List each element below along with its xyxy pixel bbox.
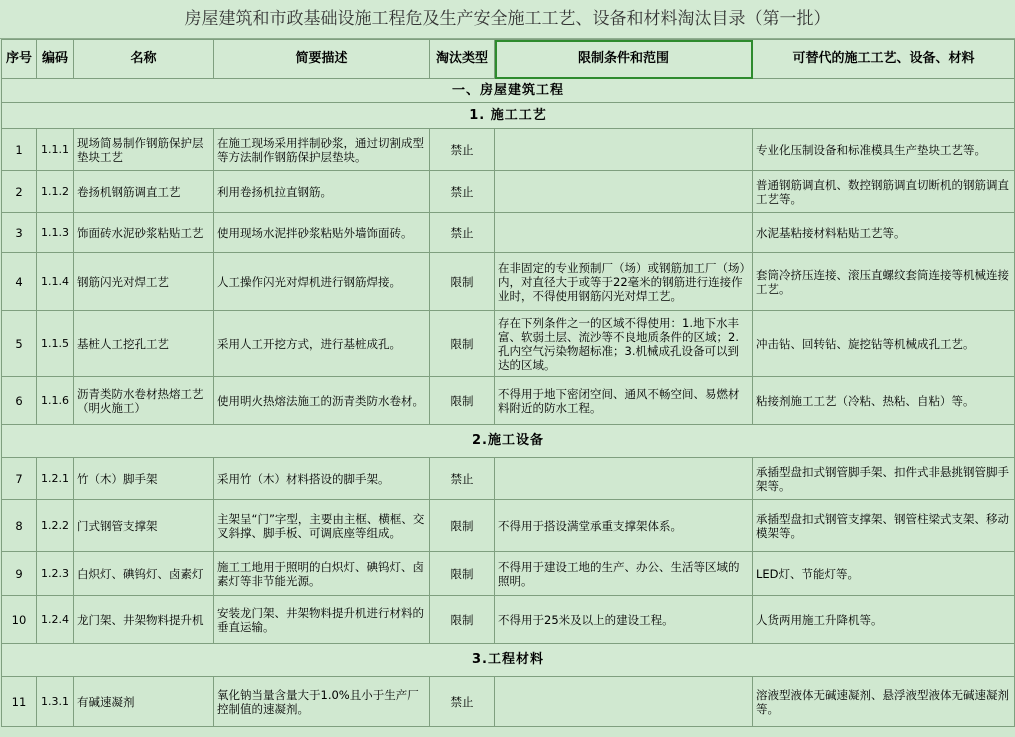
cell-alt[interactable]: 套筒冷挤压连接、滚压直螺纹套筒连接等机械连接工艺。	[753, 253, 1015, 311]
col-header-limit[interactable]: 限制条件和范围	[495, 40, 753, 79]
cell-limit[interactable]	[495, 213, 753, 253]
section-heading[interactable]: 2.施工设备	[2, 425, 1015, 458]
col-header-alt[interactable]: 可替代的施工工艺、设备、材料	[753, 40, 1015, 79]
cell-name[interactable]: 饰面砖水泥砂浆粘贴工艺	[74, 213, 214, 253]
table-row	[2, 311, 1015, 377]
cell-desc[interactable]: 人工操作闪光对焊机进行钢筋焊接。	[214, 253, 430, 311]
catalog-table	[1, 39, 1015, 727]
cell-alt[interactable]: 承插型盘扣式钢管脚手架、扣件式非悬挑钢管脚手架等。	[753, 458, 1015, 500]
cell-code[interactable]: 1.3.1	[37, 677, 74, 727]
cell-desc[interactable]: 氧化钠当量含量大于1.0%且小于生产厂控制值的速凝剂。	[214, 677, 430, 727]
cell-type[interactable]: 限制	[430, 311, 495, 377]
col-header-desc[interactable]: 简要描述	[214, 40, 430, 79]
cell-code[interactable]: 1.1.6	[37, 377, 74, 425]
cell-name[interactable]: 基桩人工挖孔工艺	[74, 311, 214, 377]
cell-name[interactable]: 现场简易制作钢筋保护层垫块工艺	[74, 129, 214, 171]
cell-desc[interactable]: 使用现场水泥拌砂浆粘贴外墙饰面砖。	[214, 213, 430, 253]
cell-name[interactable]: 龙门架、井架物料提升机	[74, 596, 214, 644]
table-row	[2, 500, 1015, 552]
cell-desc[interactable]: 使用明火热熔法施工的沥青类防水卷材。	[214, 377, 430, 425]
cell-type[interactable]: 限制	[430, 552, 495, 596]
cell-name[interactable]: 门式钢管支撑架	[74, 500, 214, 552]
cell-seq[interactable]: 7	[2, 458, 37, 500]
section-row	[2, 79, 1015, 103]
cell-seq[interactable]: 2	[2, 171, 37, 213]
cell-type[interactable]: 禁止	[430, 171, 495, 213]
header-row	[2, 40, 1015, 79]
cell-alt[interactable]: LED灯、节能灯等。	[753, 552, 1015, 596]
cell-code[interactable]: 1.2.3	[37, 552, 74, 596]
cell-type[interactable]: 禁止	[430, 129, 495, 171]
cell-alt[interactable]: 普通钢筋调直机、数控钢筋调直切断机的钢筋调直工艺等。	[753, 171, 1015, 213]
cell-type[interactable]: 限制	[430, 253, 495, 311]
table-row	[2, 458, 1015, 500]
table-row	[2, 377, 1015, 425]
cell-type[interactable]: 限制	[430, 377, 495, 425]
cell-name[interactable]: 卷扬机钢筋调直工艺	[74, 171, 214, 213]
cell-limit[interactable]	[495, 458, 753, 500]
cell-code[interactable]: 1.2.4	[37, 596, 74, 644]
cell-limit[interactable]	[495, 129, 753, 171]
cell-type[interactable]: 禁止	[430, 458, 495, 500]
cell-seq[interactable]: 3	[2, 213, 37, 253]
table-row	[2, 129, 1015, 171]
table-row	[2, 213, 1015, 253]
cell-alt[interactable]: 粘接剂施工工艺（冷粘、热粘、自粘）等。	[753, 377, 1015, 425]
table-row	[2, 596, 1015, 644]
cell-code[interactable]: 1.2.2	[37, 500, 74, 552]
cell-desc[interactable]: 主架呈“门”字型，主要由主框、横框、交叉斜撑、脚手板、可调底座等组成。	[214, 500, 430, 552]
table-row	[2, 552, 1015, 596]
cell-seq[interactable]: 10	[2, 596, 37, 644]
cell-limit[interactable]: 不得用于地下密闭空间、通风不畅空间、易燃材料附近的防水工程。	[495, 377, 753, 425]
cell-limit[interactable]	[495, 677, 753, 727]
section-row	[2, 644, 1015, 677]
table-row	[2, 171, 1015, 213]
cell-alt[interactable]: 冲击钻、回转钻、旋挖钻等机械成孔工艺。	[753, 311, 1015, 377]
cell-alt[interactable]: 承插型盘扣式钢管支撑架、钢管柱梁式支架、移动模架等。	[753, 500, 1015, 552]
col-header-seq[interactable]: 序号	[2, 40, 37, 79]
col-header-type[interactable]: 淘汰类型	[430, 40, 495, 79]
cell-type[interactable]: 禁止	[430, 213, 495, 253]
cell-alt[interactable]: 溶液型液体无碱速凝剂、悬浮液型液体无碱速凝剂等。	[753, 677, 1015, 727]
section-heading[interactable]: 3.工程材料	[2, 644, 1015, 677]
cell-alt[interactable]: 水泥基粘接材料粘贴工艺等。	[753, 213, 1015, 253]
cell-code[interactable]: 1.1.5	[37, 311, 74, 377]
cell-name[interactable]: 竹（木）脚手架	[74, 458, 214, 500]
col-header-name[interactable]: 名称	[74, 40, 214, 79]
cell-seq[interactable]: 9	[2, 552, 37, 596]
cell-seq[interactable]: 1	[2, 129, 37, 171]
section-heading[interactable]: 一、房屋建筑工程	[2, 79, 1015, 103]
cell-desc[interactable]: 施工工地用于照明的白炽灯、碘钨灯、卤素灯等非节能光源。	[214, 552, 430, 596]
cell-seq[interactable]: 6	[2, 377, 37, 425]
cell-seq[interactable]: 11	[2, 677, 37, 727]
table-row	[2, 677, 1015, 727]
cell-code[interactable]: 1.1.1	[37, 129, 74, 171]
table-row	[2, 253, 1015, 311]
section-row	[2, 425, 1015, 458]
cell-desc[interactable]: 在施工现场采用拌制砂浆，通过切割成型等方法制作钢筋保护层垫块。	[214, 129, 430, 171]
section-row	[2, 103, 1015, 129]
cell-name[interactable]: 钢筋闪光对焊工艺	[74, 253, 214, 311]
cell-seq[interactable]: 8	[2, 500, 37, 552]
cell-limit[interactable]: 在非固定的专业预制厂（场）或钢筋加工厂（场）内，对直径大于或等于22毫米的钢筋进行连接作业时，不得使用钢筋闪光对焊工艺。	[495, 253, 753, 311]
cell-name[interactable]: 沥青类防水卷材热熔工艺（明火施工）	[74, 377, 214, 425]
cell-alt[interactable]: 人货两用施工升降机等。	[753, 596, 1015, 644]
cell-desc[interactable]: 利用卷扬机拉直钢筋。	[214, 171, 430, 213]
cell-name[interactable]: 有碱速凝剂	[74, 677, 214, 727]
cell-code[interactable]: 1.1.2	[37, 171, 74, 213]
cell-type[interactable]: 限制	[430, 500, 495, 552]
cell-desc[interactable]: 采用竹（木）材料搭设的脚手架。	[214, 458, 430, 500]
cell-name[interactable]: 白炽灯、碘钨灯、卤素灯	[74, 552, 214, 596]
page-title: 房屋建筑和市政基础设施工程危及生产安全施工工艺、设备和材料淘汰目录（第一批）	[0, 0, 1015, 39]
cell-code[interactable]: 1.2.1	[37, 458, 74, 500]
cell-desc[interactable]: 安装龙门架、井架物料提升机进行材料的垂直运输。	[214, 596, 430, 644]
section-heading[interactable]: 1. 施工工艺	[2, 103, 1015, 129]
cell-limit[interactable]: 不得用于建设工地的生产、办公、生活等区域的照明。	[495, 552, 753, 596]
cell-limit[interactable]: 不得用于搭设满堂承重支撑架体系。	[495, 500, 753, 552]
cell-code[interactable]: 1.1.3	[37, 213, 74, 253]
cell-type[interactable]: 禁止	[430, 677, 495, 727]
col-header-code[interactable]: 编码	[37, 40, 74, 79]
cell-seq[interactable]: 5	[2, 311, 37, 377]
cell-type[interactable]: 限制	[430, 596, 495, 644]
cell-alt[interactable]: 专业化压制设备和标准模具生产垫块工艺等。	[753, 129, 1015, 171]
cell-limit[interactable]: 存在下列条件之一的区域不得使用：1.地下水丰富、软弱土层、流沙等不良地质条件的区域；2.孔内空气污染物超标准；3.机械成孔设备可以到达的区域。	[495, 311, 753, 377]
cell-limit[interactable]: 不得用于25米及以上的建设工程。	[495, 596, 753, 644]
cell-code[interactable]: 1.1.4	[37, 253, 74, 311]
cell-desc[interactable]: 采用人工开挖方式，进行基桩成孔。	[214, 311, 430, 377]
cell-limit[interactable]	[495, 171, 753, 213]
cell-seq[interactable]: 4	[2, 253, 37, 311]
